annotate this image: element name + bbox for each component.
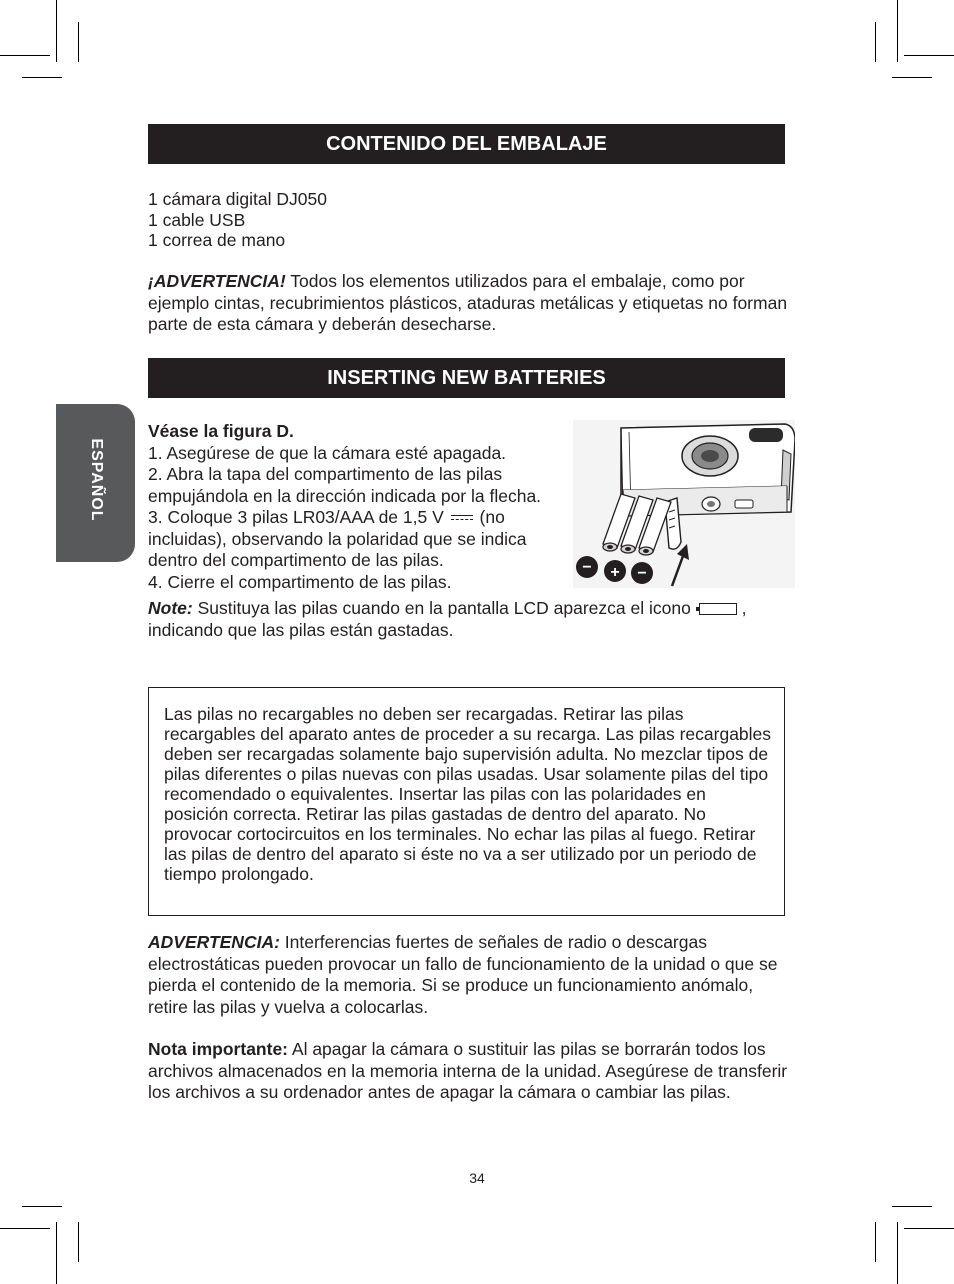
step-3	[148, 507, 578, 529]
step-3-cont2: dentro del compartimento de las pilas.	[148, 550, 444, 570]
warning-label: ADVERTENCIA:	[148, 932, 280, 952]
list-item: 1 cámara digital DJ050	[148, 189, 327, 209]
step-3-text: 3. Coloque 3 pilas LR03/AAA de 1,5 V	[148, 507, 444, 527]
important-note	[148, 1039, 788, 1104]
low-battery-icon	[699, 603, 737, 615]
battery-safety-text: Las pilas no recargables no deben ser recargadas. Retirar las pilas recargables del aparato antes de proceder a su recarga. Las pilas recargables deben ser recargadas solamente bajo supervisión adulta. No mezclar tipos de pilas diferentes o pilas nuevas con pilas usadas. Usar solamente pilas del tipo recomendado o equivalentes. Insertar las pilas con las polaridades en posición correcta. Retirar las pilas gastadas de dentro del aparato. No provocar cortocircuitos en los terminales. No echar las pilas al fuego. Retirar las pilas de dentro del aparato si éste no va a ser utilizado por un periodo de tiempo prolongado.	[164, 704, 772, 884]
polarity-minus: −	[637, 565, 647, 582]
package-contents-list	[148, 189, 788, 251]
step-3-text-end: (no	[474, 507, 505, 527]
note-text-end: indicando que las pilas están gastadas.	[148, 620, 454, 640]
polarity-minus: −	[582, 559, 592, 576]
camera-battery-figure	[573, 420, 795, 588]
important-label: Nota importante:	[148, 1039, 288, 1059]
battery-note	[148, 597, 793, 641]
list-item: 1 correa de mano	[148, 230, 286, 250]
step-1: 1. Asegúrese de que la cámara esté apagada.	[148, 442, 507, 463]
language-label: ESPAÑOL	[88, 438, 105, 522]
step-2: 2. Abra la tapa del compartimento de las pilas	[148, 464, 503, 484]
step-3-cont: incluidas), observando la polaridad que se indica	[148, 528, 527, 549]
note-text: Sustituya las pilas cuando en la pantalla LCD aparezca el icono	[192, 598, 691, 618]
battery-safety-box	[148, 687, 785, 916]
warning-text: Interferencias fuertes de señales de radio o descargas electrostáticas pueden provocar un fallo de funcionamiento de la unidad o que se pierda el contenido de la memoria. Si se produce un funcionamiento anómalo, retire las pilas y vuelva a colocarlas.	[148, 932, 778, 1017]
section-title: INSERTING NEW BATTERIES	[327, 366, 606, 389]
battery-instructions	[148, 421, 578, 593]
section-header-batteries	[148, 358, 785, 398]
interference-warning	[148, 932, 788, 1018]
packaging-warning	[148, 271, 788, 336]
dc-voltage-icon	[449, 513, 475, 523]
warning-text: Todos los elementos utilizados para el embalaje, como por ejemplo cintas, recubrimientos plásticos, ataduras metálicas y etiquetas no forman parte de esta cámara y deberán desecharse.	[148, 271, 788, 334]
polarity-plus: +	[610, 564, 620, 581]
warning-label: ¡ADVERTENCIA!	[148, 271, 286, 291]
note-text-comma: ,	[736, 598, 747, 618]
important-text: Al apagar la cámara o sustituir las pilas se borrarán todos los archivos almacenados en la memoria interna de la unidad. Asegúrese de transferir los archivos a su ordenador antes de apagar la cámara o cambiar las pilas.	[148, 1039, 788, 1102]
figure-reference: Véase la figura D.	[148, 421, 294, 441]
section-title: CONTENIDO DEL EMBALAJE	[326, 132, 607, 155]
note-label: Note:	[148, 598, 193, 618]
step-4: 4. Cierre el compartimento de las pilas.	[148, 571, 452, 592]
section-header-contents	[148, 124, 785, 164]
step-2-cont: empujándola en la dirección indicada por la flecha.	[148, 485, 542, 506]
list-item: 1 cable USB	[148, 209, 246, 230]
page-number: 34	[469, 1170, 485, 1186]
